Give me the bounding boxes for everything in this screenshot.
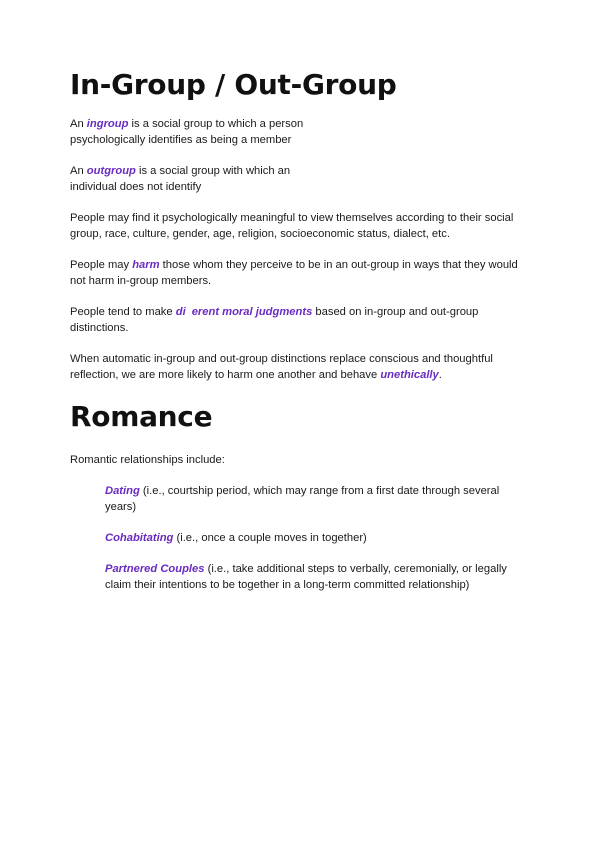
unethical-rest: . [438,369,442,381]
outgroup-lead: An [70,165,87,177]
outgroup-term: outgroup [86,165,136,177]
social-group-paragraph: People may find it psychologically meaningful to view themselves according to their social group, race, culture, gender, age, religion, socioeconomic status, dialect, etc. [70,212,514,240]
partnered-couples-text: (i.e., take additional steps to verbally, ceremonially, or legally claim their intentions to be together in a long-term committed relationship) [105,563,507,591]
heading-romance: Romance [70,400,213,433]
cohabitating-text: (i.e., once a couple moves in together) [173,532,367,544]
unethical-term: unethically [380,369,439,381]
ingroup-definition [70,116,320,148]
list-item-cohabitating [105,530,525,546]
ingroup-rest: is a social group to which a person psychologically identifies as being a member [70,118,304,146]
moral-term-part1: di [175,306,186,318]
partnered-couples-term: Partnered Couples [105,563,205,575]
moral-judgments-paragraph [70,304,530,336]
moral-term-part2: erent moral judgments [191,306,313,318]
unethical-lead: When automatic in-group and out-group distinctions replace conscious and thoughtful reflection, we are more likely to harm one another and behave [70,353,493,381]
dating-term: Dating [105,485,140,497]
document-page [70,66,530,608]
harm-term: harm [132,259,160,271]
list-item-partnered-couples [105,561,525,593]
outgroup-rest: is a social group with which an individual does not identify [70,165,291,193]
harm-rest: those whom they perceive to be in an out-group in ways that they would not harm in-group members. [70,259,518,287]
romance-list [105,483,525,593]
list-item-dating [105,483,525,515]
harm-lead: People may [70,259,133,271]
heading-in-group-out-group: In-Group / Out-Group [70,68,397,101]
moral-rest: based on in-group and out-group distinctions. [70,306,479,334]
ingroup-term: ingroup [86,118,129,130]
romance-intro: Romantic relationships include: [70,454,225,466]
cohabitating-term: Cohabitating [105,532,174,544]
outgroup-definition [70,163,320,195]
ingroup-lead: An [70,118,87,130]
moral-lead: People tend to make [70,306,176,318]
harm-paragraph [70,257,530,289]
dating-text: (i.e., courtship period, which may range from a first date through several years) [105,485,500,513]
unethical-paragraph [70,351,530,383]
